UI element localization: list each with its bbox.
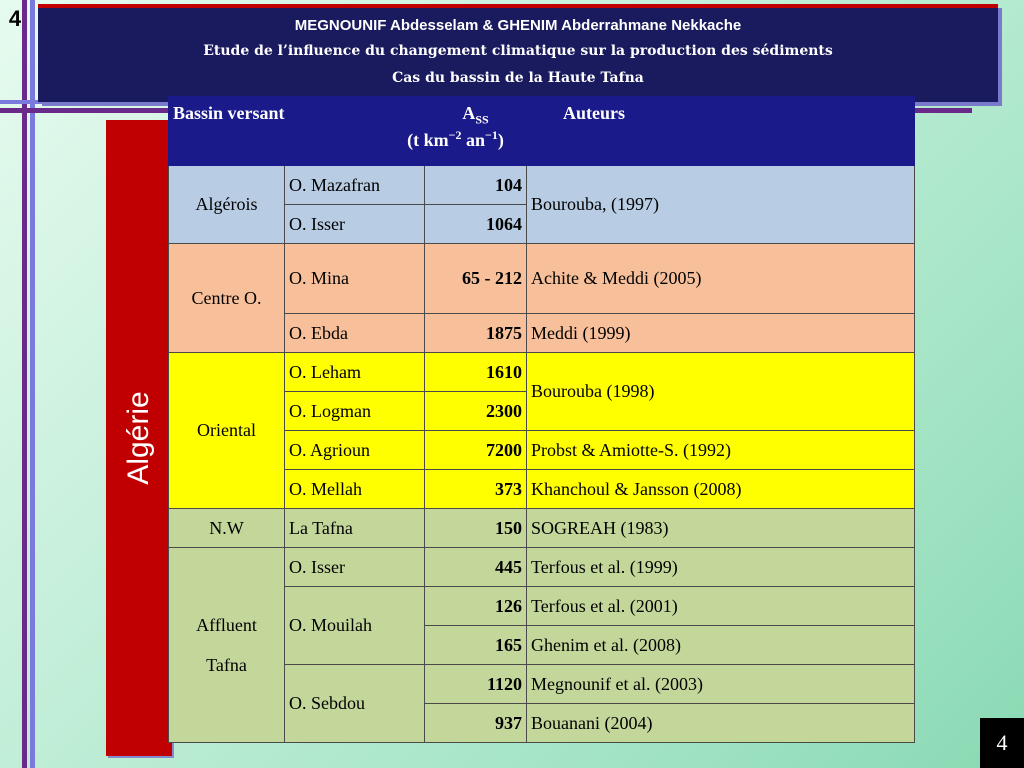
slide-header: [38, 4, 998, 102]
table-row: [169, 509, 915, 548]
author-cell: Probst & Amiotte-S. (1992): [527, 431, 915, 470]
ass-cell: 937: [425, 704, 527, 743]
ass-cell: 104: [425, 166, 527, 205]
author-cell: Bouanani (2004): [527, 704, 915, 743]
river-cell: O. Isser: [285, 548, 425, 587]
group-affluent-tafna: [169, 548, 285, 743]
river-cell: O. Ebda: [285, 314, 425, 353]
header-ass: $A_{SS}$ (t $km^{-2}$ $an^{-1}$): [425, 97, 527, 166]
author-cell: Terfous et al. (2001): [527, 587, 915, 626]
river-cell: O. Leham: [285, 353, 425, 392]
header-bassin-versant: Bassin versant: [169, 97, 425, 166]
table-row: [169, 166, 915, 205]
author-cell: Ghenim et al. (2008): [527, 626, 915, 665]
table-row: [169, 353, 915, 392]
decor-bar-blue-vertical: [30, 0, 35, 768]
ass-cell: 1875: [425, 314, 527, 353]
header-auteurs: Auteurs: [527, 97, 915, 166]
sediment-table: [168, 96, 915, 743]
ass-cell: 1120: [425, 665, 527, 704]
header-subtitle: Cas du bassin de la Haute Tafna: [392, 70, 644, 86]
author-cell: Achite & Meddi (2005): [527, 244, 915, 314]
river-cell: O. Isser: [285, 205, 425, 244]
ass-cell: 1610: [425, 353, 527, 392]
river-cell: O. Logman: [285, 392, 425, 431]
header-title: Etude de l’influence du changement climatique sur la production des sédiments: [203, 43, 833, 59]
group-affluent-line2: Tafna: [206, 655, 247, 675]
river-cell: La Tafna: [285, 509, 425, 548]
river-cell: O. Sebdou: [285, 665, 425, 743]
group-centre: Centre O.: [169, 244, 285, 353]
ass-cell: 2300: [425, 392, 527, 431]
table-row: [169, 548, 915, 587]
river-cell: O. Agrioun: [285, 431, 425, 470]
river-cell: O. Mouilah: [285, 587, 425, 665]
author-cell: Terfous et al. (1999): [527, 548, 915, 587]
author-cell: Megnounif et al. (2003): [527, 665, 915, 704]
author-cell: Meddi (1999): [527, 314, 915, 353]
river-cell: O. Mazafran: [285, 166, 425, 205]
page-number-box: 4: [980, 718, 1024, 768]
group-nw: N.W: [169, 509, 285, 548]
ass-cell: 373: [425, 470, 527, 509]
side-banner-label: Algérie: [122, 391, 155, 485]
table-row: [169, 244, 915, 314]
river-cell: O. Mellah: [285, 470, 425, 509]
group-oriental: Oriental: [169, 353, 285, 509]
ass-cell: 1064: [425, 205, 527, 244]
author-cell: SOGREAH (1983): [527, 509, 915, 548]
ass-cell: 126: [425, 587, 527, 626]
group-affluent-line1: Affluent: [196, 615, 257, 635]
ass-cell: 65 - 212: [425, 244, 527, 314]
header-authors: MEGNOUNIF Abdesselam & GHENIM Abderrahmane Nekkache: [294, 17, 742, 34]
author-cell: Khanchoul & Jansson (2008): [527, 470, 915, 509]
group-algerois: Algérois: [169, 166, 285, 244]
decor-bar-purple-vertical: [22, 0, 27, 768]
ass-cell: 165: [425, 626, 527, 665]
river-cell: O. Mina: [285, 244, 425, 314]
author-cell: Bourouba (1998): [527, 353, 915, 431]
table-header-row: [169, 97, 915, 166]
page-number-top: 4: [8, 6, 22, 31]
ass-cell: 445: [425, 548, 527, 587]
ass-cell: 150: [425, 509, 527, 548]
ass-cell: 7200: [425, 431, 527, 470]
author-cell: Bourouba, (1997): [527, 166, 915, 244]
